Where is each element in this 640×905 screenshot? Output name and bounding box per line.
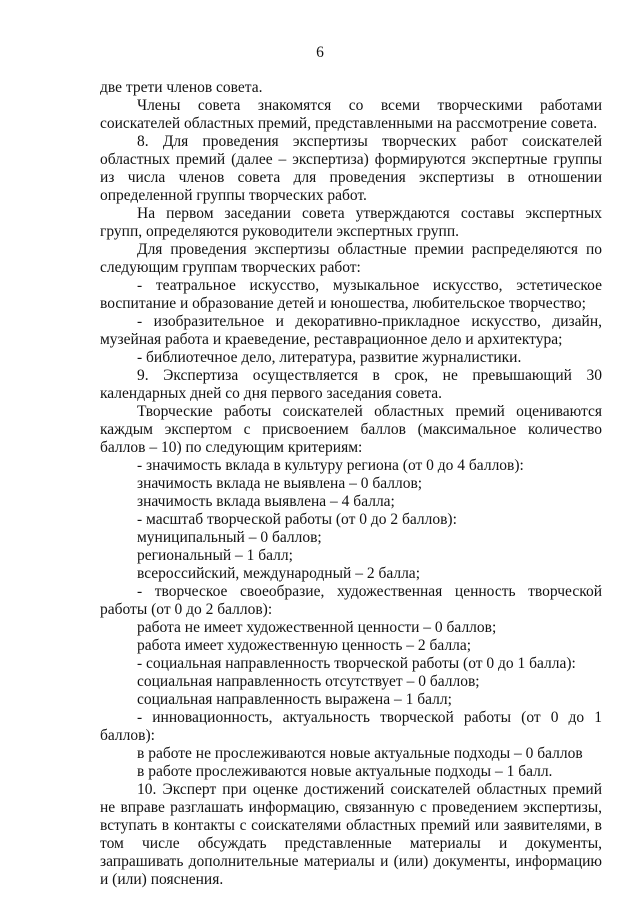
paragraph: муниципальный – 0 баллов; xyxy=(137,529,322,546)
paragraph: - изобразительное и декоративно-прикладное искусство, дизайн, музейная работа и краеведение, реставрационное дело и архитектура; xyxy=(100,313,602,348)
paragraph: в работе прослеживаются новые актуальные подходы – 1 балл. xyxy=(137,763,553,780)
paragraph: работа имеет художественную ценность – 2 балла; xyxy=(137,637,472,654)
paragraph: социальная направленность отсутствует – 0 баллов; xyxy=(137,673,480,690)
paragraph: - творческое своеобразие, художественная ценность творческой работы (от 0 до 2 баллов): xyxy=(100,583,602,618)
paragraph: 8. Для проведения экспертизы творческих работ соискателей областных премий (далее – экспертиза) формируются экспертные группы из числа членов совета для проведения экспертизы в отношении определенной группы творческих работ. xyxy=(100,133,602,204)
paragraph: - социальная направленность творческой работы (от 0 до 1 балла): xyxy=(137,655,576,672)
paragraph: 10. Эксперт при оценке достижений соискателей областных премий не вправе разглашать информацию, связанную с проведением экспертизы, вступать в контакты с соискателями областных премий или заявителями, в том числе обсуждать представленные материалы и документы, запрашивать дополнительные материалы и (или) документы, информацию и (или) пояснения. xyxy=(100,781,602,888)
paragraph: значимость вклада не выявлена – 0 баллов; xyxy=(137,475,423,492)
paragraph: - библиотечное дело, литература, развитие журналистики. xyxy=(137,349,522,366)
paragraph: всероссийский, международный – 2 балла; xyxy=(137,565,420,582)
paragraph: - масштаб творческой работы (от 0 до 2 баллов): xyxy=(137,511,457,528)
paragraph: две трети членов совета. xyxy=(100,79,263,96)
paragraph: социальная направленность выражена – 1 балл; xyxy=(137,691,452,708)
paragraph: региональный – 1 балл; xyxy=(137,547,293,564)
paragraph: - театральное искусство, музыкальное искусство, эстетическое воспитание и образование детей и юношества, любительское творчество; xyxy=(100,277,602,312)
paragraph: значимость вклада выявлена – 4 балла; xyxy=(137,493,395,510)
paragraph: 9. Экспертиза осуществляется в срок, не превышающий 30 календарных дней со дня первого заседания совета. xyxy=(100,367,602,402)
paragraph: - инновационность, актуальность творческой работы (от 0 до 1 баллов): xyxy=(100,709,602,744)
paragraph: работа не имеет художественной ценности – 0 баллов; xyxy=(137,619,497,636)
page-number: 6 xyxy=(316,44,324,61)
paragraph: Творческие работы соискателей областных премий оцениваются каждым экспертом с присвоением баллов (максимальное количество баллов – 10) по следующим критериям: xyxy=(100,403,602,456)
paragraph: - значимость вклада в культуру региона (от 0 до 4 баллов): xyxy=(137,457,524,474)
paragraph: Члены совета знакомятся со всеми творческими работами соискателей областных премий, представленными на рассмотрение совета. xyxy=(100,97,602,132)
document-body xyxy=(100,79,602,889)
paragraph: Для проведения экспертизы областные премии распределяются по следующим группам творческих работ: xyxy=(100,241,602,276)
paragraph: На первом заседании совета утверждаются составы экспертных групп, определяются руководители экспертных групп. xyxy=(100,205,602,240)
paragraph: в работе не прослеживаются новые актуальные подходы – 0 баллов xyxy=(137,745,583,762)
